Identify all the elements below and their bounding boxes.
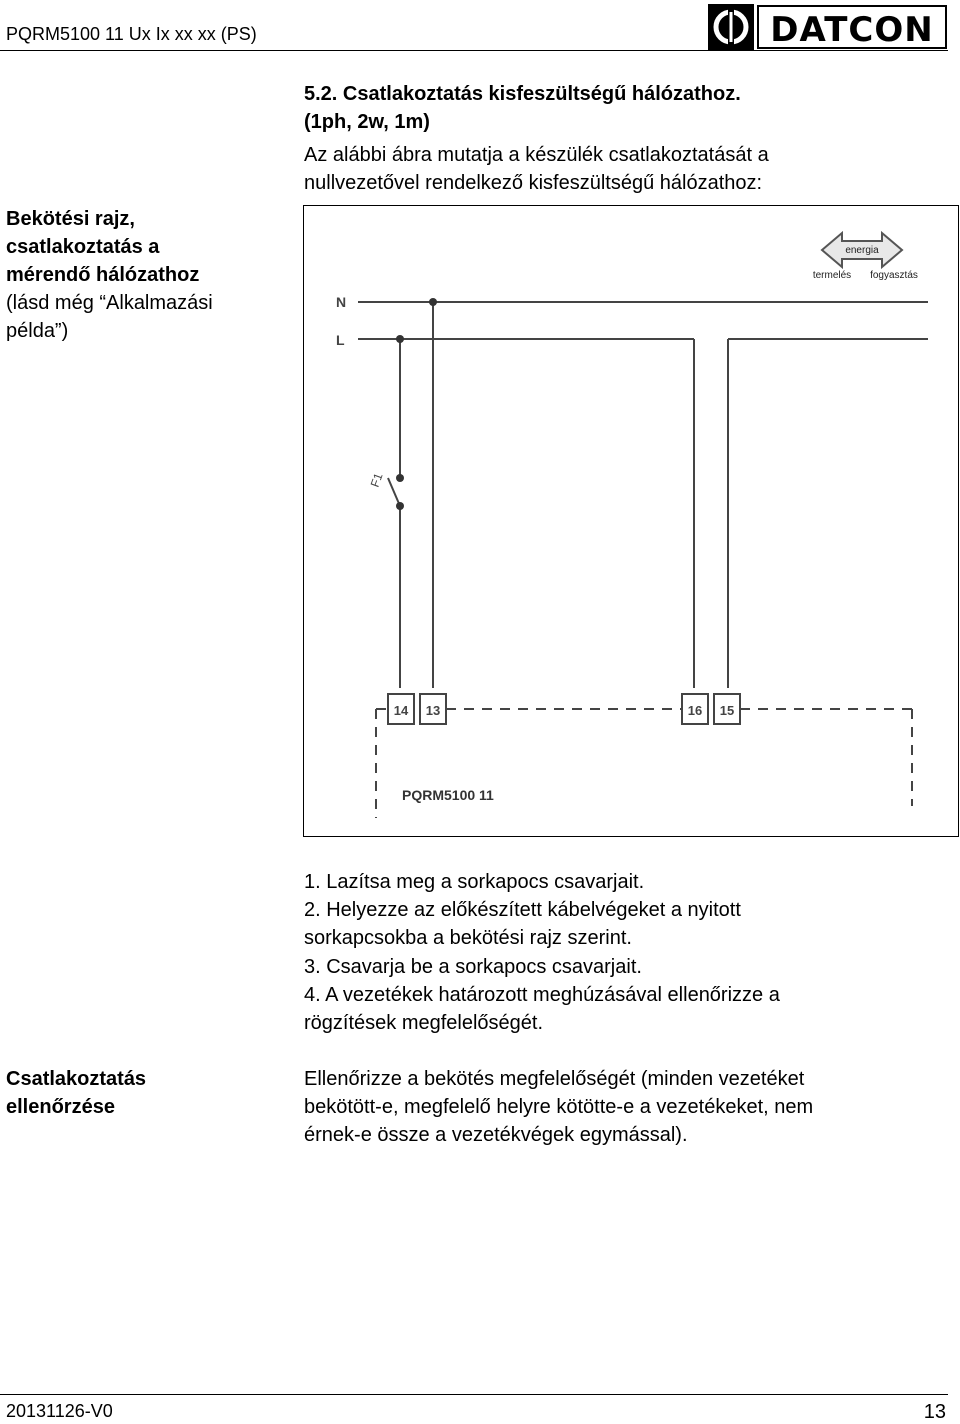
step-4-line2: rögzítések megfelelőségét. xyxy=(304,1012,544,1035)
fuse-label: F1 xyxy=(367,471,386,490)
footer-version: 20131126-V0 xyxy=(6,1401,113,1421)
line-bus xyxy=(358,339,928,688)
svg-text:14: 14 xyxy=(393,703,409,718)
neutral-node xyxy=(429,298,437,306)
section-title: 5.2. Csatlakoztatás kisfeszültségű hálózathoz. (1ph, 2w, 1m) xyxy=(304,83,741,133)
line-tap xyxy=(388,339,400,688)
header-rule xyxy=(0,50,948,51)
logo-text: DATCON xyxy=(770,10,934,50)
check-instructions: Ellenőrizze a bekötés megfelelőségét (minden vezetéket bekötött-e, megfelelő helyre kötötte-e a vezetékeket, nem érnek-e össze a vezetékvégek egymással). xyxy=(304,1068,814,1147)
wiring-diagram xyxy=(303,205,959,837)
datcon-logo xyxy=(708,4,948,50)
energy-label: energia xyxy=(845,245,879,256)
generation-label: termelés xyxy=(812,270,852,281)
neutral-label: N xyxy=(336,294,347,310)
fuse-contact-top xyxy=(396,474,404,482)
step-1: 1. Lazítsa meg a sorkapocs csavarjait. xyxy=(304,871,645,893)
fuse-contact-bottom xyxy=(396,502,404,510)
consumption-label: fogyasztás xyxy=(870,270,918,281)
energy-arrow-icon xyxy=(813,233,918,281)
line-label: L xyxy=(336,332,345,348)
page-number: 13 xyxy=(923,1401,946,1423)
terminal-block-13 xyxy=(420,694,446,724)
line-node xyxy=(396,335,404,343)
svg-text:13: 13 xyxy=(425,703,441,718)
sidebar-wiring-label: Bekötési rajz, csatlakoztatás a mérendő hálózathoz (lásd még “Alkalmazási példa”) xyxy=(6,208,213,342)
svg-text:15: 15 xyxy=(719,703,735,718)
svg-text:16: 16 xyxy=(687,703,703,718)
step-3: 3. Csavarja be a sorkapocs csavarjait. xyxy=(304,955,642,978)
terminal-block-16 xyxy=(682,694,708,724)
step-4-line1: 4. A vezetékek határozott meghúzásával ellenőrizze a xyxy=(304,983,780,1006)
device-label: PQRM5100 11 xyxy=(402,787,494,803)
step-2-line2: sorkapcsokba a bekötési rajz szerint. xyxy=(304,927,632,950)
section-intro: Az alábbi ábra mutatja a készülék csatlakoztatását a nullvezetővel rendelkező kisfeszültségű hálózathoz: xyxy=(304,144,769,194)
terminal-block-15 xyxy=(714,694,740,724)
step-2-line1: 2. Helyezze az előkészített kábelvégeket a nyitott xyxy=(304,899,741,922)
document-title: PQRM5100 11 Ux Ix xx xx (PS) xyxy=(6,24,257,44)
terminal-block-14 xyxy=(388,694,414,724)
installation-steps xyxy=(304,868,944,1037)
sidebar-check-label: Csatlakoztatás ellenőrzése xyxy=(6,1068,147,1118)
footer-rule xyxy=(0,1394,948,1395)
